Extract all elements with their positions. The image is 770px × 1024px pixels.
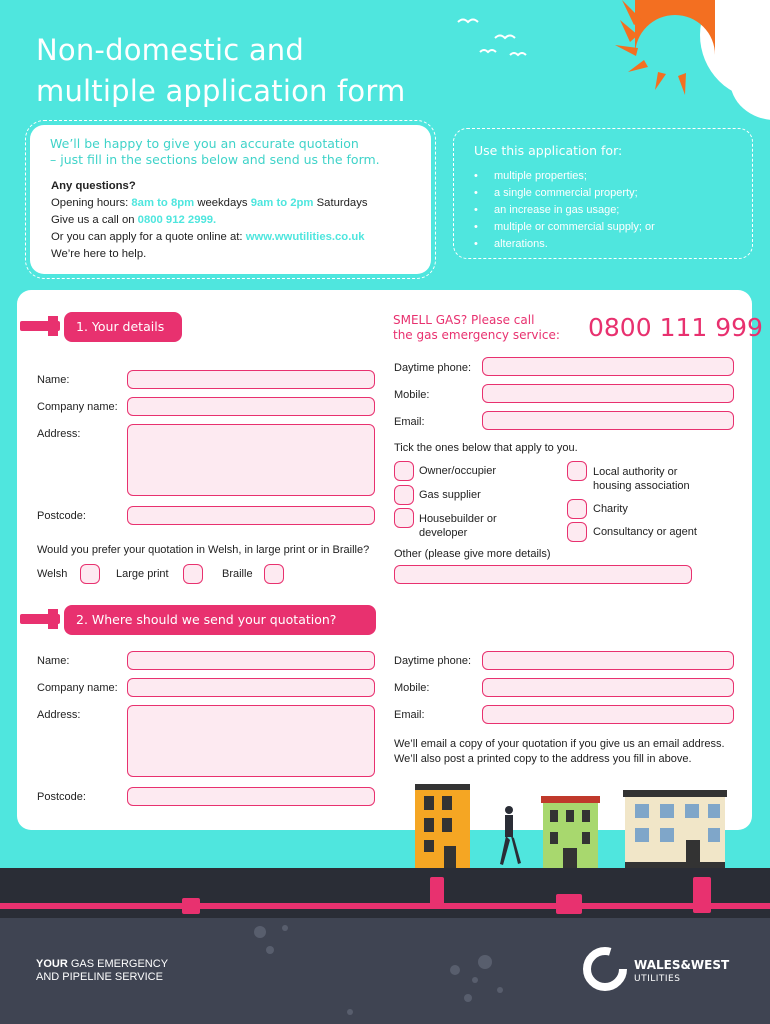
daytime-phone-label: Daytime phone: [394,362,472,374]
emergency-line: the gas emergency service: [393,328,560,342]
section-tab-block [48,609,58,629]
send-note-line: We’ll email a copy of your quotation if you give us an email address. [394,738,725,750]
mobile-field[interactable] [482,384,734,403]
send-email-field[interactable] [482,705,734,724]
local-authority-label-line: Local authority or [593,466,678,478]
name-label: Name: [37,374,70,386]
large-print-label: Large print [116,568,169,580]
company-label: Company name: [37,401,118,413]
emergency-line: SMELL GAS? Please call [393,313,535,327]
hours-prefix: Opening hours: [51,197,129,209]
pedestrian-icon [500,806,521,865]
street-illustration [410,780,750,870]
bubbles-decoration [200,920,520,1020]
postcode-field[interactable] [127,506,375,525]
sun-icon [560,0,740,100]
list-item: • an increase in gas usage; [474,202,752,219]
hours-saturday: 9am to 2pm [250,197,314,209]
company-logo [582,946,628,992]
use-for-heading: Use this application for: [474,143,623,158]
send-postcode-field[interactable] [127,787,375,806]
send-mobile-label: Mobile: [394,682,430,694]
road [0,868,770,918]
list-item: • a single commercial property; [474,185,752,202]
logo-name: WALES&WEST [634,958,730,972]
birds-icon [450,10,550,70]
welsh-checkbox[interactable] [80,564,100,584]
housebuilder-label-line: developer [419,527,468,539]
send-mobile-field[interactable] [482,678,734,697]
mobile-label: Mobile: [394,389,430,401]
email-label: Email: [394,416,425,428]
tagline-text: GAS EMERGENCY [70,958,169,970]
send-postcode-label: Postcode: [37,791,86,803]
send-note [394,737,725,767]
intro-heading-line: – just fill in the sections below and send us the form. [50,152,380,167]
saturday-label: Saturdays [316,197,368,209]
postcode-label: Postcode: [37,510,86,522]
call-line [51,214,216,226]
gas-supplier-label: Gas supplier [419,489,481,501]
send-company-label: Company name: [37,682,118,694]
section-1-heading: 1. Your details [64,312,182,342]
list-item: • multiple properties; [474,168,752,185]
housebuilder-label-line: Housebuilder or [419,513,497,525]
use-for-box [453,128,753,259]
send-name-label: Name: [37,655,70,667]
title-line: Non-domestic and [36,33,304,67]
address-field[interactable] [127,424,375,496]
pipeline [0,903,770,909]
section-2-heading: 2. Where should we send your quotation? [64,605,376,635]
pipe-joint [430,877,444,905]
housebuilder-checkbox[interactable] [394,508,414,528]
consultancy-label: Consultancy or agent [593,526,697,538]
other-field[interactable] [394,565,692,584]
send-name-field[interactable] [127,651,375,670]
hours-weekdays: 8am to 8pm [131,197,195,209]
company-field[interactable] [127,397,375,416]
braille-label: Braille [222,568,253,580]
consultancy-checkbox[interactable] [567,522,587,542]
local-authority-checkbox[interactable] [567,461,587,481]
pipe-joint [182,898,200,914]
send-company-field[interactable] [127,678,375,697]
use-for-list [474,168,752,253]
send-address-field[interactable] [127,705,375,777]
owner-label: Owner/occupier [419,465,497,477]
email-field[interactable] [482,411,734,430]
other-label: Other (please give more details) [394,548,551,560]
tagline-text: AND PIPELINE SERVICE [36,971,163,983]
list-item: • multiple or commercial supply; or [474,219,752,236]
website-link[interactable]: www.wwutilities.co.uk [245,231,365,243]
local-authority-label [593,465,690,493]
name-field[interactable] [127,370,375,389]
list-item: • alterations. [474,236,752,253]
send-daytime-phone-field[interactable] [482,651,734,670]
call-prefix: Give us a call on [51,214,135,226]
pipe-joint [693,877,711,913]
online-line [51,231,365,243]
address-label: Address: [37,428,81,440]
send-daytime-phone-label: Daytime phone: [394,655,472,667]
emergency-number[interactable]: 0800 111 999 [588,313,763,342]
send-address-label: Address: [37,709,81,721]
gas-supplier-checkbox[interactable] [394,485,414,505]
housebuilder-label [419,512,497,540]
tagline-bold: YOUR [36,958,68,970]
local-authority-label-line: housing association [593,480,690,492]
intro-heading [50,136,380,168]
owner-checkbox[interactable] [394,461,414,481]
title-line: multiple application form [36,74,406,108]
emergency-text [393,313,560,343]
welsh-label: Welsh [37,568,68,580]
large-print-checkbox[interactable] [183,564,203,584]
charity-label: Charity [593,503,628,515]
call-number[interactable]: 0800 912 2999. [137,214,217,226]
footer-tagline [36,958,168,984]
daytime-phone-field[interactable] [482,357,734,376]
charity-checkbox[interactable] [567,499,587,519]
intro-box [30,125,431,274]
company-logo-text [634,958,729,986]
braille-checkbox[interactable] [264,564,284,584]
intro-heading-line: We’ll be happy to give you an accurate quotation [50,136,359,151]
here-to-help: We’re here to help. [51,248,147,260]
format-question: Would you prefer your quotation in Welsh, in large print or in Braille? [37,544,370,556]
tick-prompt: Tick the ones below that apply to you. [394,442,578,454]
pipe-joint [556,894,582,914]
send-note-line: We’ll also post a printed copy to the address you fill in above. [394,753,692,765]
section-tab-block [48,316,58,336]
any-questions: Any questions? [51,180,136,192]
send-email-label: Email: [394,709,425,721]
page-title [36,30,405,112]
opening-hours [51,197,368,209]
online-prefix: Or you can apply for a quote online at: [51,231,243,243]
weekdays-label: weekdays [197,197,248,209]
logo-sub: UTILITIES [634,974,681,984]
